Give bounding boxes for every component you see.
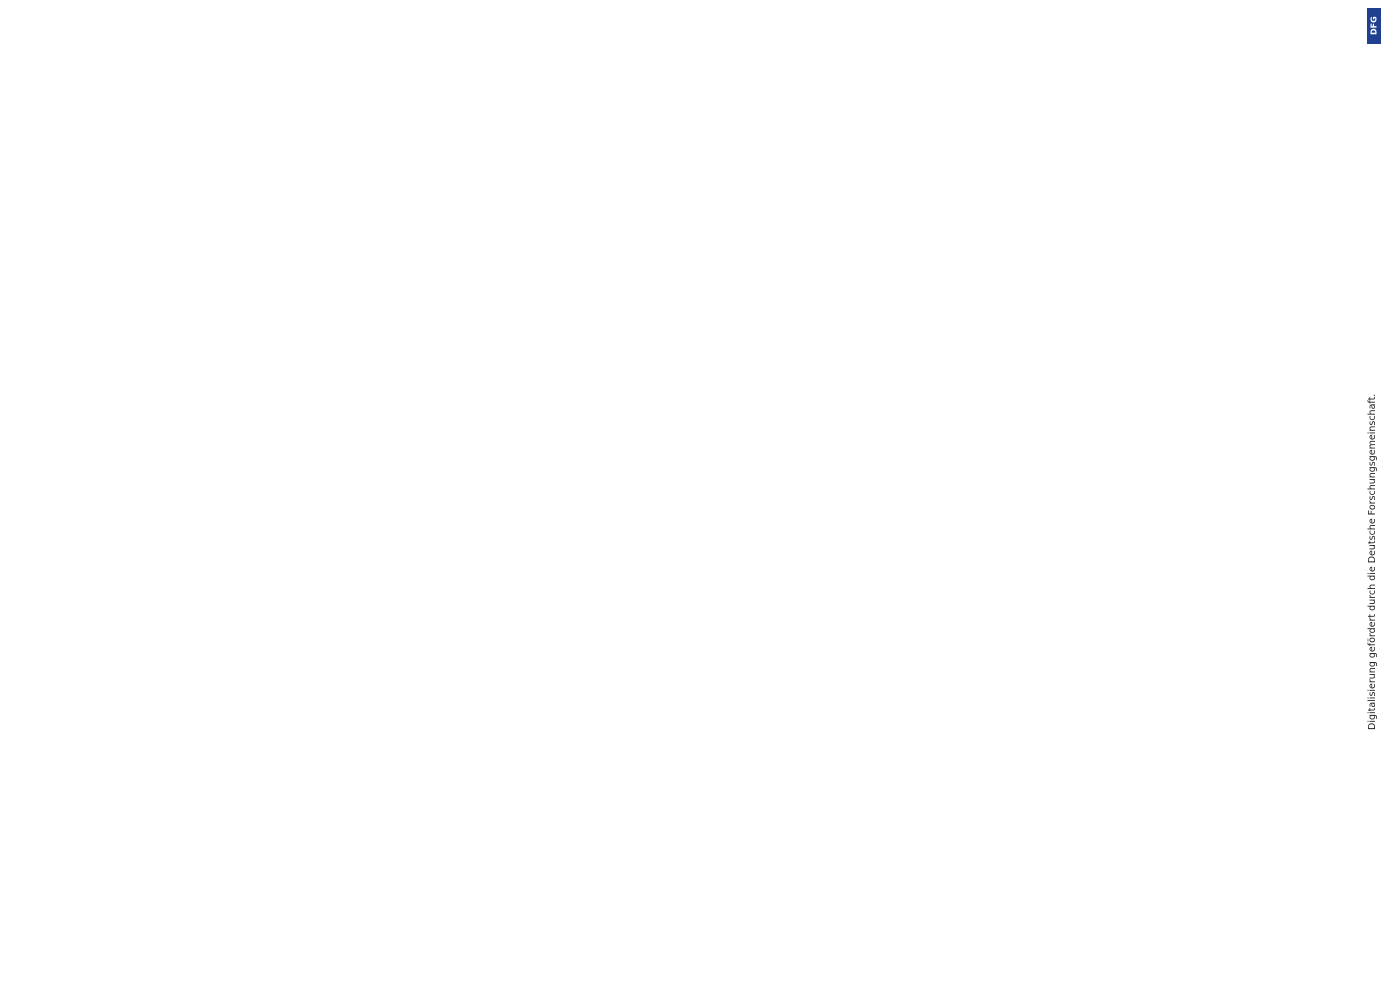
dfg-logo: DFG xyxy=(1367,8,1381,44)
digitization-notice: Digitalisierung gefördert durch die Deutsche Forschungsgemeinschaft. xyxy=(1367,393,1378,730)
